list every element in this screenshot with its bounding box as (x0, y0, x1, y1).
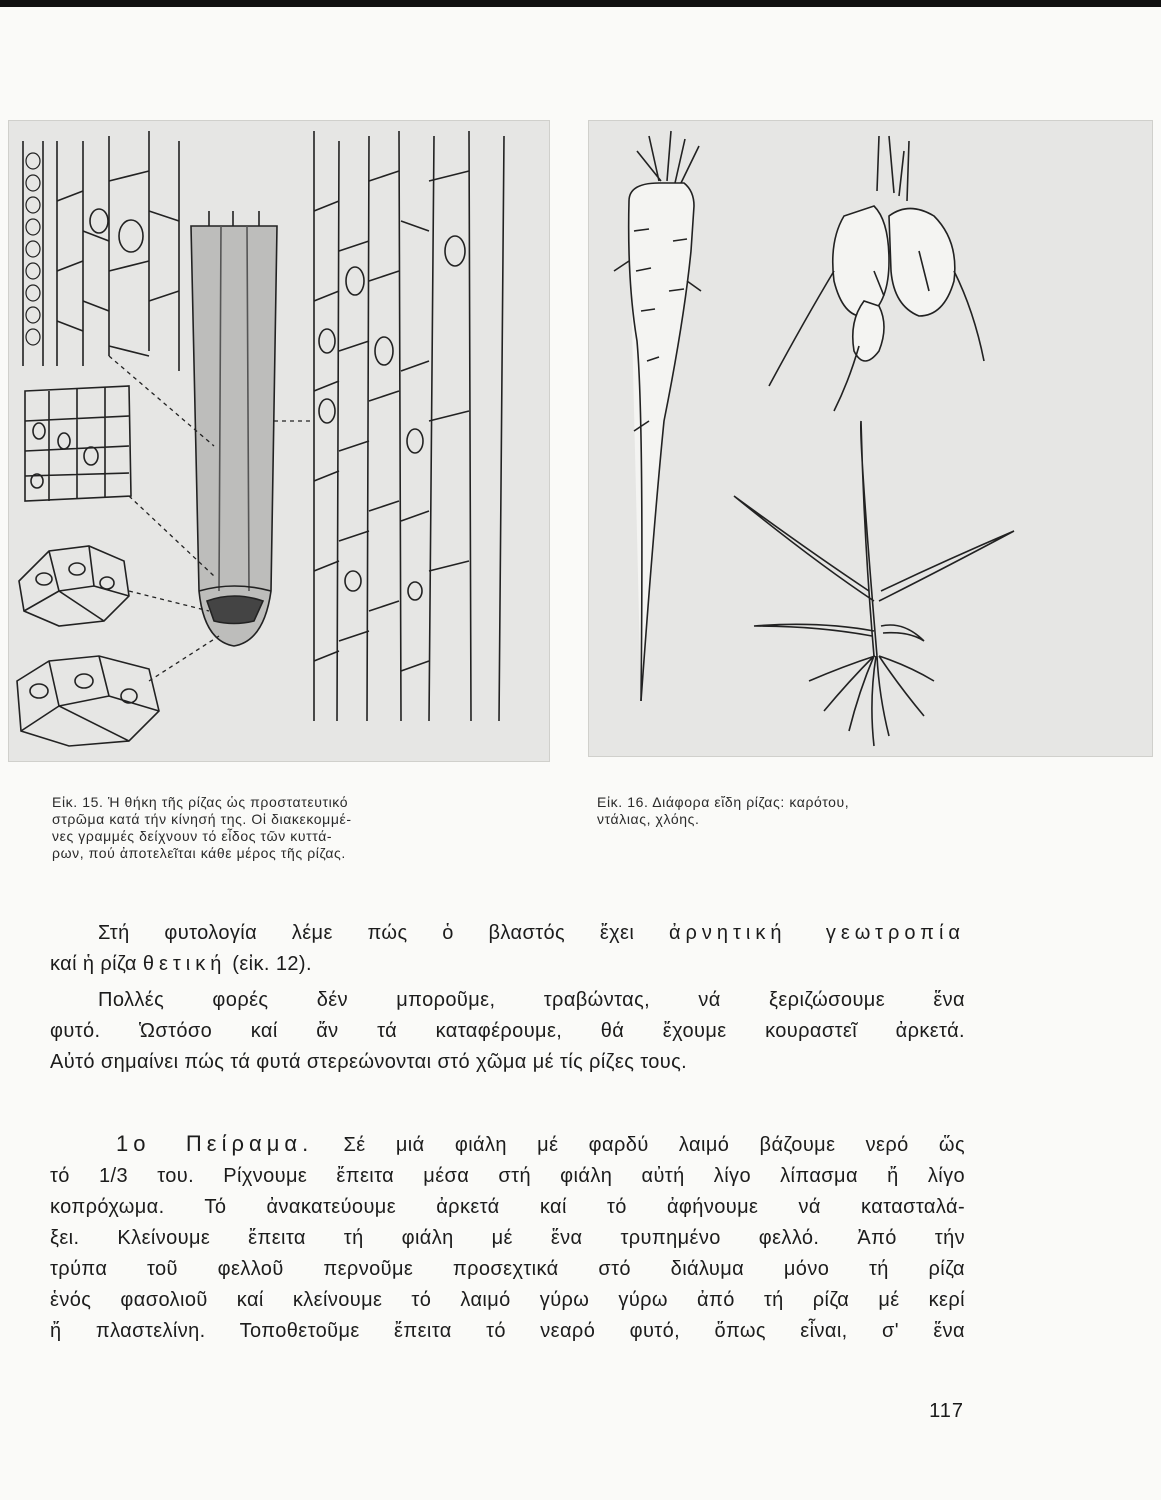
figure-15-caption (52, 794, 522, 862)
carrot-root-drawing (614, 131, 701, 701)
scan-top-edge (0, 0, 1161, 7)
grass-root-drawing (734, 421, 1014, 746)
text-line: ἤ πλαστελίνη. Τοποθετοῦμε ἔπειτα τό νεαρό φυτό, ὅπως εἶναι, σ' ἕνα (50, 1320, 965, 1342)
emphasized-term: ἀρνητική γεωτροπία (668, 922, 965, 944)
root-types-drawing (589, 121, 1152, 756)
text-line: κοπρόχωμα. Τό ἀνακατεύουμε ἀρκετά καί τό ἀφήνουμε νά κατασταλά- (50, 1196, 965, 1218)
page-number: 117 (929, 1400, 964, 1422)
text-line: τρύπα τοῦ φελλοῦ περνοῦμε προσεχτικά στό διάλυμα μόνο τή ρίζα (50, 1258, 965, 1280)
emphasized-term: θετική (142, 953, 227, 975)
figure-16-caption (597, 794, 977, 828)
dahlia-root-drawing (769, 136, 984, 411)
text-run: καί ἡ ρίζα (50, 953, 143, 975)
paragraph-experiment-1 (50, 1128, 965, 1347)
caption-line: νες γραμμές δείχνουν τό εἶδος τῶν κυττά- (52, 828, 333, 844)
text-line (50, 1128, 965, 1161)
root-cap-drawing (9, 121, 549, 761)
experiment-heading: 1ο Πείραμα. (116, 1131, 314, 1156)
text-run: Σέ μιά φιάλη μέ φαρδύ λαιμό βάζουμε νερό ὥς (313, 1134, 965, 1156)
text-line: Αὐτό σημαίνει πώς τά φυτά στερεώνονται στό χῶμα μέ τίς ρίζες τους. (50, 1051, 688, 1073)
paragraph-uprooting (50, 985, 965, 1078)
text-run: (εἰκ. 12). (226, 953, 312, 975)
figure-15-root-cap-illustration (8, 120, 550, 762)
caption-line: Εἰκ. 15. Ἡ θήκη τῆς ρίζας ὡς προστατευτικό (52, 794, 349, 810)
text-line: φυτό. Ὡστόσο καί ἄν τά καταφέρουμε, θά ἔχουμε κουραστεῖ ἀρκετά. (50, 1020, 965, 1042)
paragraph-geotropism (50, 918, 965, 980)
text-line: ἑνός φασολιοῦ καί κλείνουμε τό λαιμό γύρω γύρω ἀπό τή ρίζα μέ κερί (50, 1289, 965, 1311)
text-line (50, 918, 965, 949)
caption-line: στρῶμα κατά τήν κίνησή της. Οἱ διακεκομμέ- (52, 811, 352, 827)
caption-line: ρων, πού ἀποτελεῖται κάθε μέρος τῆς ρίζας. (52, 845, 346, 861)
caption-line: Εἰκ. 16. Διάφορα εἴδη ρίζας: καρότου, (597, 794, 850, 810)
text-line (50, 949, 965, 980)
text-line: ξει. Κλείνουμε ἔπειτα τή φιάλη μέ ἕνα τρυπημένο φελλό. Ἀπό τήν (50, 1227, 965, 1249)
text-line: Πολλές φορές δέν μποροῦμε, τραβώντας, νά ξεριζώσουμε ἕνα (98, 989, 965, 1011)
figure-16-root-types-illustration (588, 120, 1153, 757)
caption-line: ντάλιας, χλόης. (597, 811, 700, 827)
text-run: Στή φυτολογία λέμε πώς ὁ βλαστός ἔχει (98, 922, 669, 944)
text-line: τό 1/3 του. Ρίχνουμε ἔπειτα μέσα στή φιάλη αὐτή λίγο λίπασμα ἤ λίγο (50, 1165, 965, 1187)
